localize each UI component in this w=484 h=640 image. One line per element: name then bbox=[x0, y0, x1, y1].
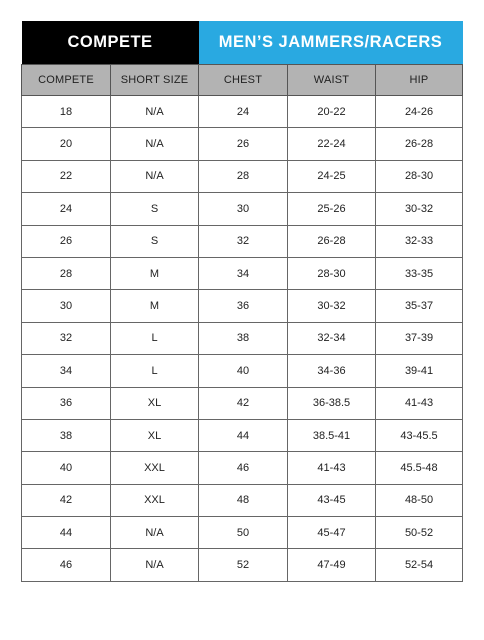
table-row bbox=[22, 193, 463, 225]
chest-cell: 42 bbox=[199, 387, 288, 419]
compete-cell: 18 bbox=[22, 96, 111, 128]
compete-cell: 32 bbox=[22, 322, 111, 354]
hip-cell: 52-54 bbox=[376, 549, 463, 581]
short-size-cell: S bbox=[111, 193, 199, 225]
jammers-racers-banner: MEN’S JAMMERS/RACERS bbox=[199, 21, 463, 65]
compete-cell: 44 bbox=[22, 517, 111, 549]
compete-cell: 46 bbox=[22, 549, 111, 581]
waist-cell: 47-49 bbox=[288, 549, 376, 581]
waist-cell: 26-28 bbox=[288, 225, 376, 257]
waist-cell: 34-36 bbox=[288, 355, 376, 387]
short-size-cell: S bbox=[111, 225, 199, 257]
short-size-cell: N/A bbox=[111, 128, 199, 160]
column-header-chest: CHEST bbox=[199, 65, 288, 96]
hip-cell: 24-26 bbox=[376, 96, 463, 128]
chest-cell: 40 bbox=[199, 355, 288, 387]
hip-cell: 43-45.5 bbox=[376, 419, 463, 451]
compete-cell: 42 bbox=[22, 484, 111, 516]
compete-cell: 34 bbox=[22, 355, 111, 387]
size-chart bbox=[21, 21, 462, 582]
table-row bbox=[22, 419, 463, 451]
chest-cell: 50 bbox=[199, 517, 288, 549]
table-row bbox=[22, 290, 463, 322]
chest-cell: 52 bbox=[199, 549, 288, 581]
short-size-cell: N/A bbox=[111, 549, 199, 581]
hip-cell: 33-35 bbox=[376, 257, 463, 289]
short-size-cell: XL bbox=[111, 419, 199, 451]
short-size-cell: XXL bbox=[111, 484, 199, 516]
table-body bbox=[22, 96, 463, 582]
chest-cell: 24 bbox=[199, 96, 288, 128]
hip-cell: 28-30 bbox=[376, 160, 463, 192]
hip-cell: 41-43 bbox=[376, 387, 463, 419]
short-size-cell: L bbox=[111, 322, 199, 354]
waist-cell: 41-43 bbox=[288, 452, 376, 484]
compete-cell: 36 bbox=[22, 387, 111, 419]
compete-cell: 20 bbox=[22, 128, 111, 160]
table-row bbox=[22, 96, 463, 128]
compete-cell: 24 bbox=[22, 193, 111, 225]
chest-cell: 34 bbox=[199, 257, 288, 289]
table-row bbox=[22, 549, 463, 581]
waist-cell: 32-34 bbox=[288, 322, 376, 354]
short-size-cell: XL bbox=[111, 387, 199, 419]
compete-banner: COMPETE bbox=[22, 21, 199, 65]
column-header-hip: HIP bbox=[376, 65, 463, 96]
short-size-cell: N/A bbox=[111, 96, 199, 128]
chest-cell: 32 bbox=[199, 225, 288, 257]
chest-cell: 28 bbox=[199, 160, 288, 192]
waist-cell: 43-45 bbox=[288, 484, 376, 516]
table-row bbox=[22, 225, 463, 257]
table-row bbox=[22, 160, 463, 192]
table-row bbox=[22, 452, 463, 484]
compete-cell: 22 bbox=[22, 160, 111, 192]
waist-cell: 25-26 bbox=[288, 193, 376, 225]
hip-cell: 50-52 bbox=[376, 517, 463, 549]
chest-cell: 38 bbox=[199, 322, 288, 354]
column-header-compete: COMPETE bbox=[22, 65, 111, 96]
size-table bbox=[21, 21, 463, 582]
waist-cell: 20-22 bbox=[288, 96, 376, 128]
hip-cell: 48-50 bbox=[376, 484, 463, 516]
table-row bbox=[22, 387, 463, 419]
title-row bbox=[22, 21, 463, 65]
table-row bbox=[22, 128, 463, 160]
chest-cell: 26 bbox=[199, 128, 288, 160]
waist-cell: 30-32 bbox=[288, 290, 376, 322]
waist-cell: 45-47 bbox=[288, 517, 376, 549]
compete-cell: 30 bbox=[22, 290, 111, 322]
waist-cell: 22-24 bbox=[288, 128, 376, 160]
short-size-cell: M bbox=[111, 290, 199, 322]
short-size-cell: XXL bbox=[111, 452, 199, 484]
waist-cell: 36-38.5 bbox=[288, 387, 376, 419]
chest-cell: 36 bbox=[199, 290, 288, 322]
table-row bbox=[22, 322, 463, 354]
table-row bbox=[22, 355, 463, 387]
waist-cell: 38.5-41 bbox=[288, 419, 376, 451]
short-size-cell: N/A bbox=[111, 517, 199, 549]
short-size-cell: L bbox=[111, 355, 199, 387]
chest-cell: 30 bbox=[199, 193, 288, 225]
hip-cell: 30-32 bbox=[376, 193, 463, 225]
compete-cell: 26 bbox=[22, 225, 111, 257]
waist-cell: 24-25 bbox=[288, 160, 376, 192]
short-size-cell: N/A bbox=[111, 160, 199, 192]
chest-cell: 44 bbox=[199, 419, 288, 451]
chest-cell: 48 bbox=[199, 484, 288, 516]
hip-cell: 37-39 bbox=[376, 322, 463, 354]
column-header-waist: WAIST bbox=[288, 65, 376, 96]
table-row bbox=[22, 484, 463, 516]
chest-cell: 46 bbox=[199, 452, 288, 484]
hip-cell: 45.5-48 bbox=[376, 452, 463, 484]
compete-cell: 40 bbox=[22, 452, 111, 484]
table-row bbox=[22, 257, 463, 289]
waist-cell: 28-30 bbox=[288, 257, 376, 289]
table-row bbox=[22, 517, 463, 549]
hip-cell: 35-37 bbox=[376, 290, 463, 322]
hip-cell: 26-28 bbox=[376, 128, 463, 160]
hip-cell: 32-33 bbox=[376, 225, 463, 257]
short-size-cell: M bbox=[111, 257, 199, 289]
compete-cell: 28 bbox=[22, 257, 111, 289]
compete-cell: 38 bbox=[22, 419, 111, 451]
hip-cell: 39-41 bbox=[376, 355, 463, 387]
column-header-short-size: SHORT SIZE bbox=[111, 65, 199, 96]
column-header-row bbox=[22, 65, 463, 96]
